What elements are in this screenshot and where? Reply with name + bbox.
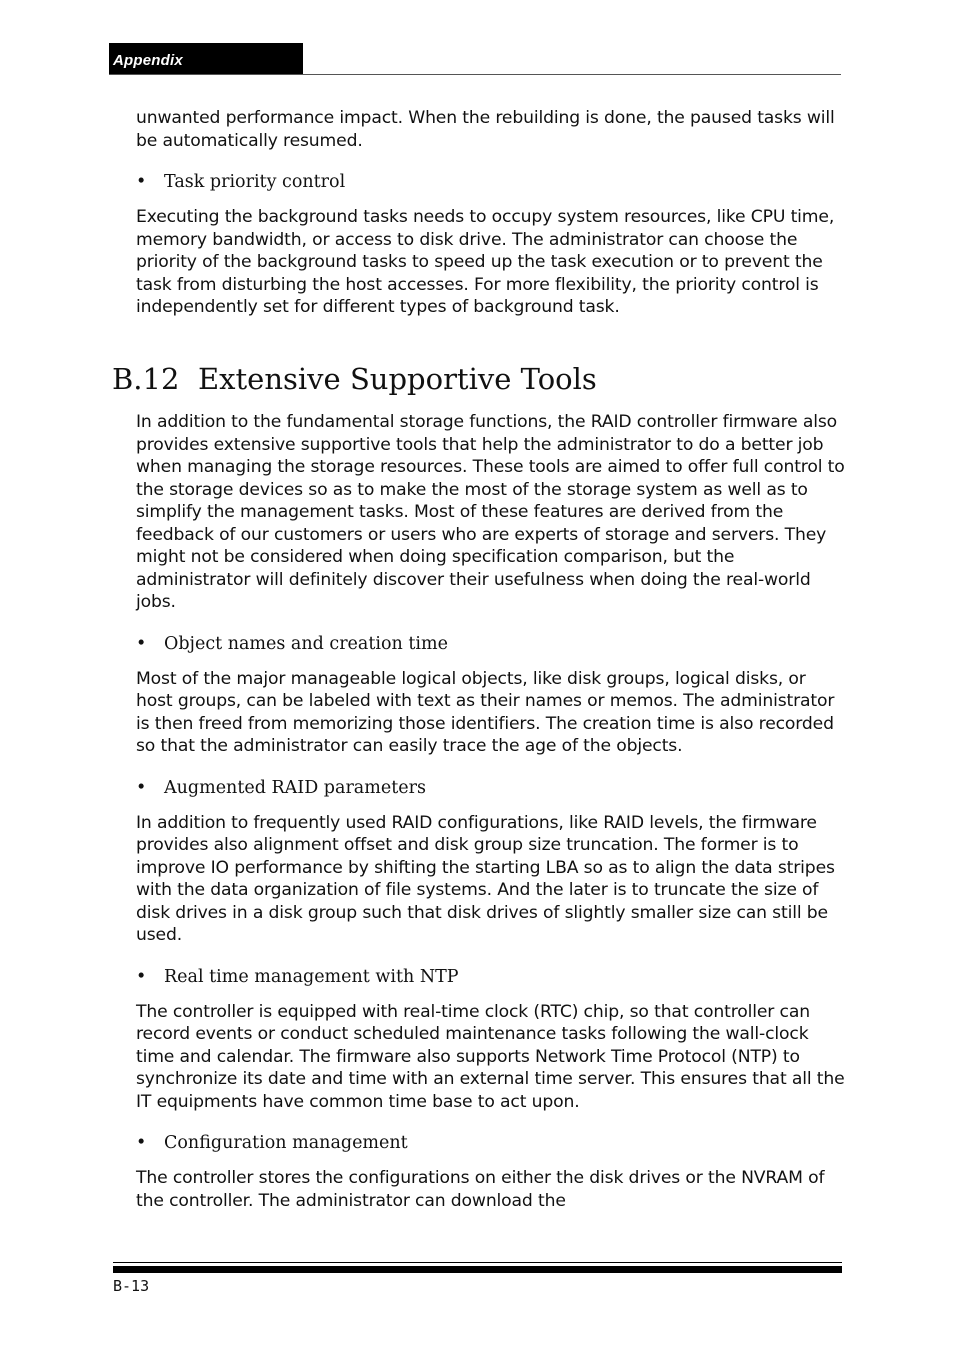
footer-thick-rule — [113, 1266, 842, 1273]
footer-thin-rule — [113, 1262, 842, 1263]
bullet-task-priority — [136, 171, 846, 193]
bullet-label: Augmented RAID parameters — [164, 777, 426, 798]
section-content — [136, 411, 846, 1231]
continued-paragraph: unwanted performance impact. When the rebuilding is done, the paused tasks will be automatically resumed. — [136, 108, 835, 151]
bullet-real-time-ntp — [136, 966, 846, 988]
bullet-label: Configuration management — [164, 1133, 408, 1153]
header-rule — [109, 74, 841, 75]
real-time-ntp-paragraph: The controller is equipped with real-time clock (RTC) chip, so that controller can record events or conduct scheduled maintenance tasks following the wall-clock time and calendar. The firmware also supports Network Time Protocol (NTP) to synchronize its date and time with an external time server. This ensures that all the IT equipments have common time base to act upon. — [136, 1001, 845, 1112]
top-content — [136, 107, 846, 338]
bullet-augmented-raid — [136, 777, 846, 799]
bullet-dot: • — [136, 966, 147, 987]
bullet-configuration-management — [136, 1132, 846, 1154]
bullet-dot: • — [136, 1133, 147, 1153]
bullet-object-names — [136, 633, 846, 655]
bullet-label: Object names and creation time — [164, 633, 448, 654]
section-heading — [112, 359, 597, 399]
bullet-label: Real time management with NTP — [164, 966, 459, 987]
bullet-dot: • — [136, 633, 147, 654]
task-priority-paragraph: Executing the background tasks needs to occupy system resources, like CPU time, memory bandwidth, or access to disk drive. The administrator can choose the priority of the background tasks to speed up the task execution or to prevent the task from disturbing the host accesses. For more flexibility, the priority control is independently set for different types of background task. — [136, 207, 835, 317]
page-number: B-13 — [113, 1277, 150, 1295]
section-intro-paragraph: In addition to the fundamental storage functions, the RAID controller firmware also provides extensive supportive tools that help the administrator to do a better job when managing the storage resources. These tools are aimed to offer full control to the storage devices so as to make the most of the storage system as well as to simplify the management tasks. Most of these features are derived from the feedback of our customers or users who are experts of storage and servers. They might not be considered when doing specification comparison, but the administrator will definitely discover their usefulness when doing the real-world jobs. — [136, 412, 845, 612]
section-title-text: Extensive Supportive Tools — [198, 362, 597, 396]
configuration-management-paragraph: The controller stores the configurations on either the disk drives or the NVRAM of the controller. The administrator can download the — [136, 1168, 825, 1211]
bullet-dot: • — [136, 777, 147, 798]
object-names-paragraph: Most of the major manageable logical objects, like disk groups, logical disks, or host groups, can be labeled with text as their names or memos. The administrator is then freed from memorizing those identifiers. The creation time is also recorded so that the administrator can easily trace the age of the objects. — [136, 668, 835, 756]
header-section-label: Appendix — [109, 43, 303, 75]
augmented-raid-paragraph: In addition to frequently used RAID configurations, like RAID levels, the firmware provides also alignment offset and disk group size truncation. The former is to improve IO performance by shifting the starting LBA so as to align the data stripes with the data organization of file systems. And the later is to truncate the size of disk drives in a disk group such that disk drives of slightly smaller size can still be used. — [136, 812, 835, 945]
section-number: B.12 — [112, 362, 180, 396]
bullet-dot: • — [136, 172, 147, 192]
bullet-label: Task priority control — [164, 172, 346, 192]
